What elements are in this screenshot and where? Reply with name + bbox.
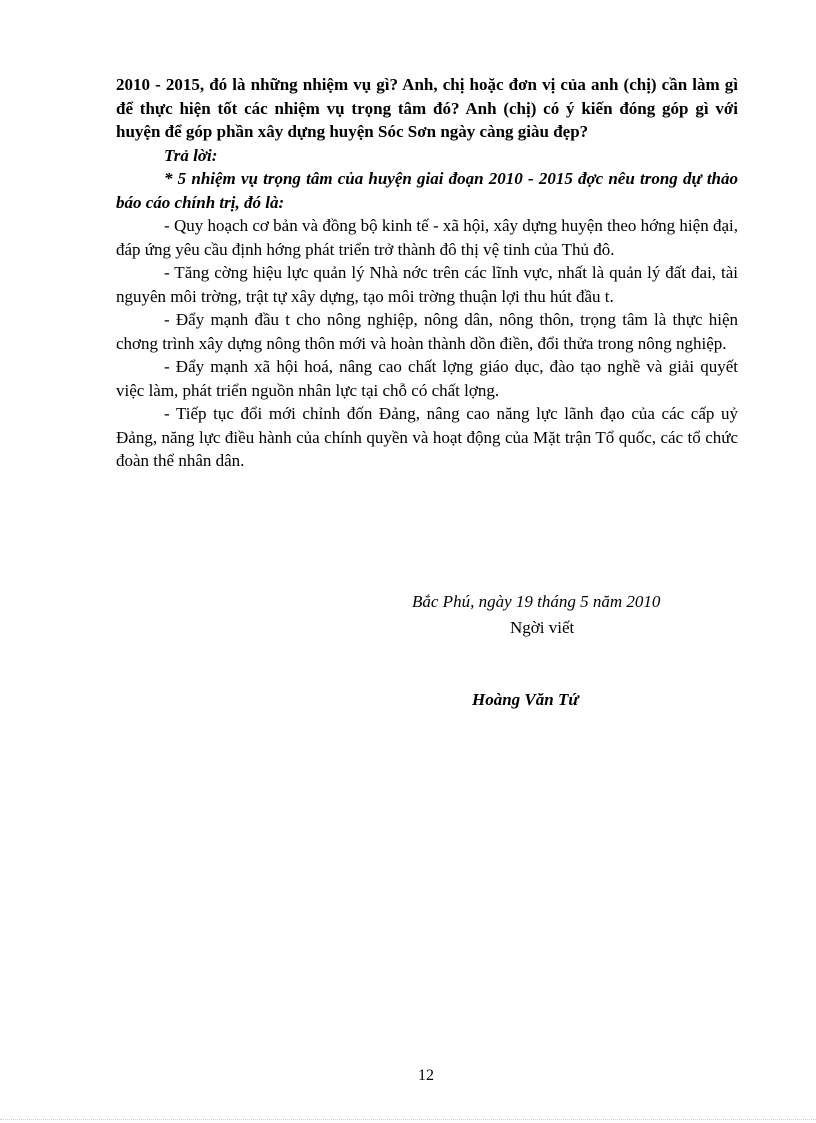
task-item-1: - Quy hoạch cơ bản và đồng bộ kinh tế - xã hội, xây dựng huyện theo hớng hiện đại, đáp ứng yêu cầu định hớng phát triển trở thành đô thị vệ tinh của Thủ đô. [116,216,738,259]
document-body [116,73,738,473]
question-paragraph: 2010 - 2015, đó là những nhiệm vụ gì? Anh, chị hoặc đơn vị của anh (chị) cần làm gì để thực hiện tốt các nhiệm vụ trọng tâm đó? Anh (chị) có ý kiến đóng góp gì với huyện để góp phần xây dựng huyện Sóc Sơn ngày càng giàu đẹp? [116,75,738,141]
signature-place-date: Bắc Phú, ngày 19 tháng 5 năm 2010 [412,592,661,611]
task-item-2: - Tăng cờng hiệu lực quản lý Nhà nớc trên các lĩnh vực, nhất là quản lý đất đai, tài nguyên môi trờng, trật tự xây dựng, tạo môi trờng thuận lợi thu hút đầu t. [116,263,738,306]
task-item-3: - Đẩy mạnh đầu t cho nông nghiệp, nông dân, nông thôn, trọng tâm là thực hiện chơng trình xây dựng nông thôn mới và hoàn thành dồn điền, đổi thửa trong nông nghiệp. [116,310,738,353]
signature-role: Ngời viết [510,618,575,637]
answer-label: Trả lời: [164,145,218,165]
page-bottom-border [0,1119,816,1120]
signature-name: Hoàng Văn Tứ [472,690,579,709]
page-number: 12 [418,1067,434,1084]
answer-intro: * 5 nhiệm vụ trọng tâm của huyện giai đoạn 2010 - 2015 đợc nêu trong dự thảo báo cáo chính trị, đó là: [116,169,738,212]
task-item-4: - Đẩy mạnh xã hội hoá, nâng cao chất lợng giáo dục, đào tạo nghề và giải quyết việc làm, phát triển nguồn nhân lực tại chỗ có chất lợng. [116,357,738,400]
task-item-5: - Tiếp tục đổi mới chỉnh đốn Đảng, nâng cao năng lực lãnh đạo của các cấp uỷ Đảng, năng lực điều hành của chính quyền và hoạt động của Mặt trận Tổ quốc, các tổ chức đoàn thể nhân dân. [116,404,738,470]
